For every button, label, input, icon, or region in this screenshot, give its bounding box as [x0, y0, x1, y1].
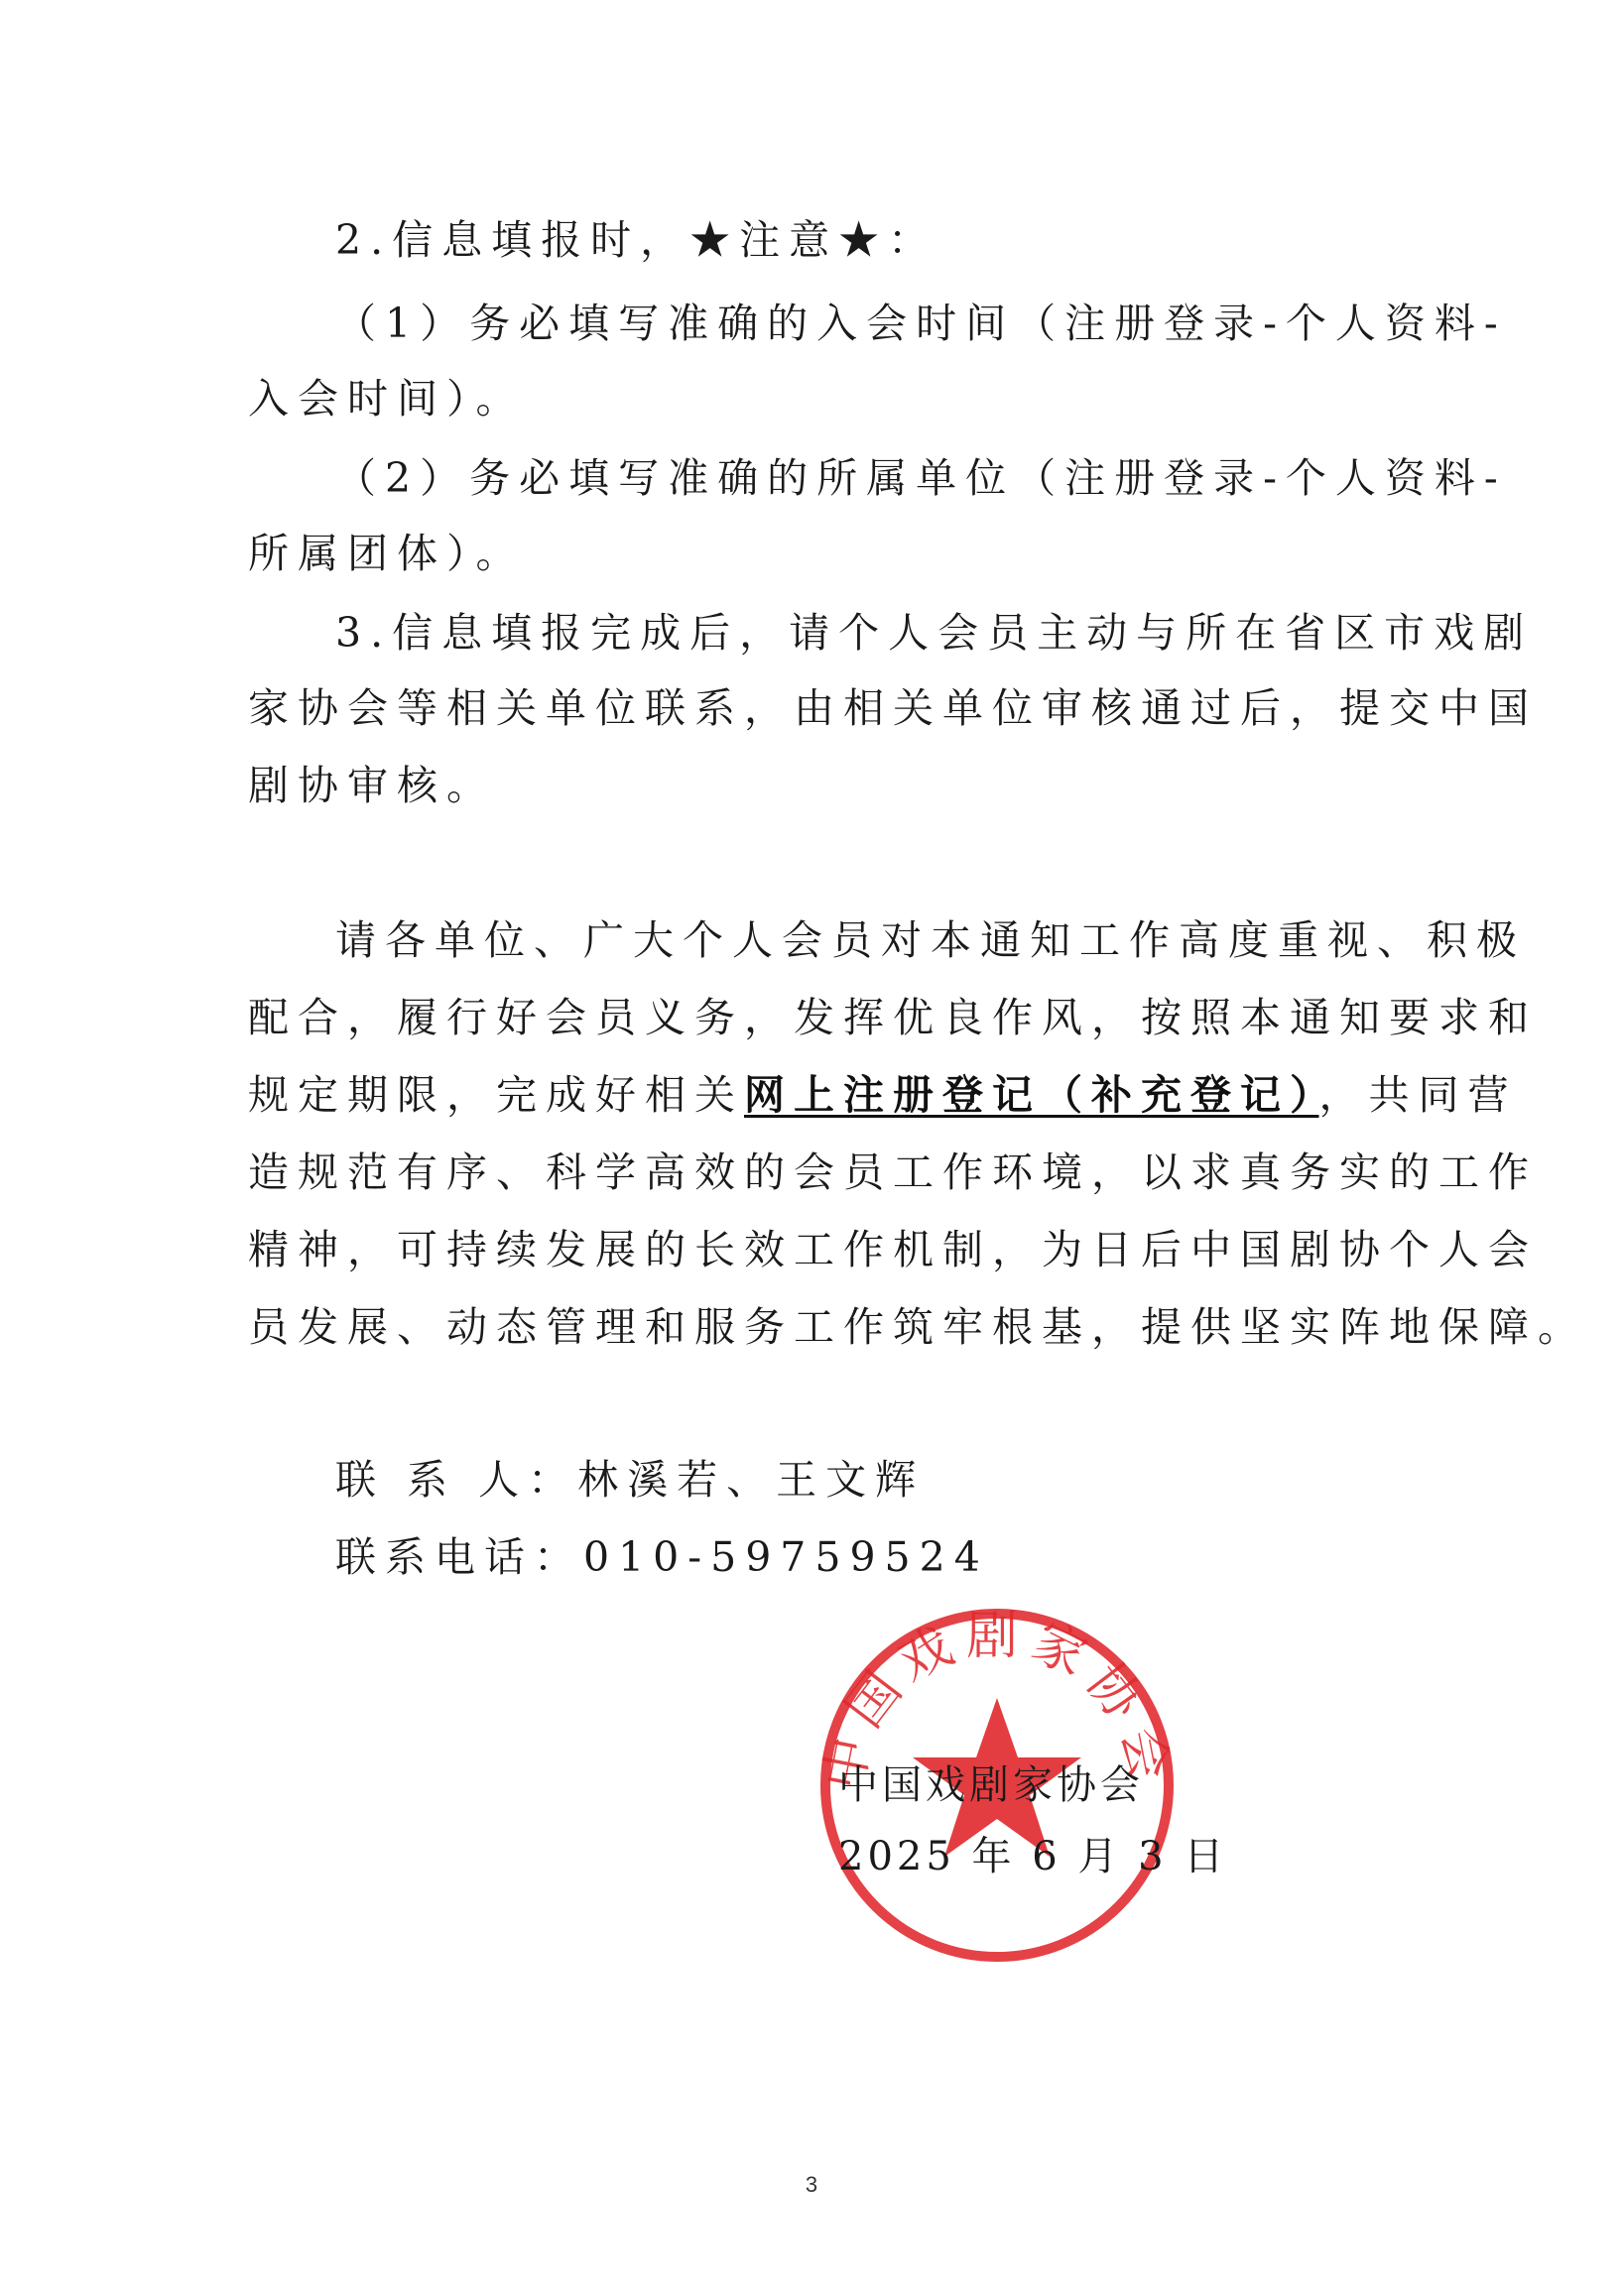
signature-org: 中国戏剧家协会 — [838, 1762, 1144, 1808]
paragraph-item-2: 2.信息填报时，★注意★： — [335, 216, 938, 264]
page-number: 3 — [805, 2172, 818, 2197]
paragraph-item-2-1-cont: 入会时间）。 — [248, 375, 526, 423]
registration-link[interactable]: 网上注册登记（补充登记） — [744, 1071, 1319, 1119]
text-span: 规定期限，完成好相关 — [248, 1071, 744, 1119]
paragraph-item-3-end: 剧协审核。 — [248, 762, 496, 809]
closing-paragraph-line: 请各单位、广大个人会员对本通知工作高度重视、积极 — [335, 916, 1526, 964]
text-span: ，共同营 — [1318, 1071, 1518, 1119]
closing-paragraph-line: 配合，履行好会员义务，发挥优良作风，按照本通知要求和 — [248, 994, 1538, 1041]
contact-person: 联 系 人：林溪若、王文辉 — [335, 1456, 926, 1504]
closing-paragraph-line: 精神，可持续发展的长效工作机制，为日后中国剧协个人会 — [248, 1226, 1538, 1273]
signature-date: 2025 年 6 月 3 日 — [838, 1834, 1228, 1879]
contact-phone: 联系电话：010-59759524 — [335, 1533, 989, 1581]
paragraph-item-2-2: （2）务必填写准确的所属单位（注册登录-个人资料- — [335, 454, 1507, 502]
paragraph-item-3: 3.信息填报完成后，请个人会员主动与所在省区市戏剧 — [335, 609, 1534, 657]
closing-paragraph-line: 造规范有序、科学高效的会员工作环境，以求真务实的工作 — [248, 1148, 1538, 1196]
paragraph-item-2-1: （1）务必填写准确的入会时间（注册登录-个人资料- — [335, 300, 1507, 347]
closing-paragraph-line — [248, 1069, 1518, 1121]
closing-paragraph-line: 员发展、动态管理和服务工作筑牢根基，提供坚实阵地保障。 — [248, 1303, 1587, 1351]
seal-text: 中国戏剧家协会 — [813, 1607, 1181, 1795]
paragraph-item-2-2-cont: 所属团体）。 — [248, 530, 526, 577]
paragraph-item-3-cont: 家协会等相关单位联系，由相关单位审核通过后，提交中国 — [248, 684, 1538, 732]
